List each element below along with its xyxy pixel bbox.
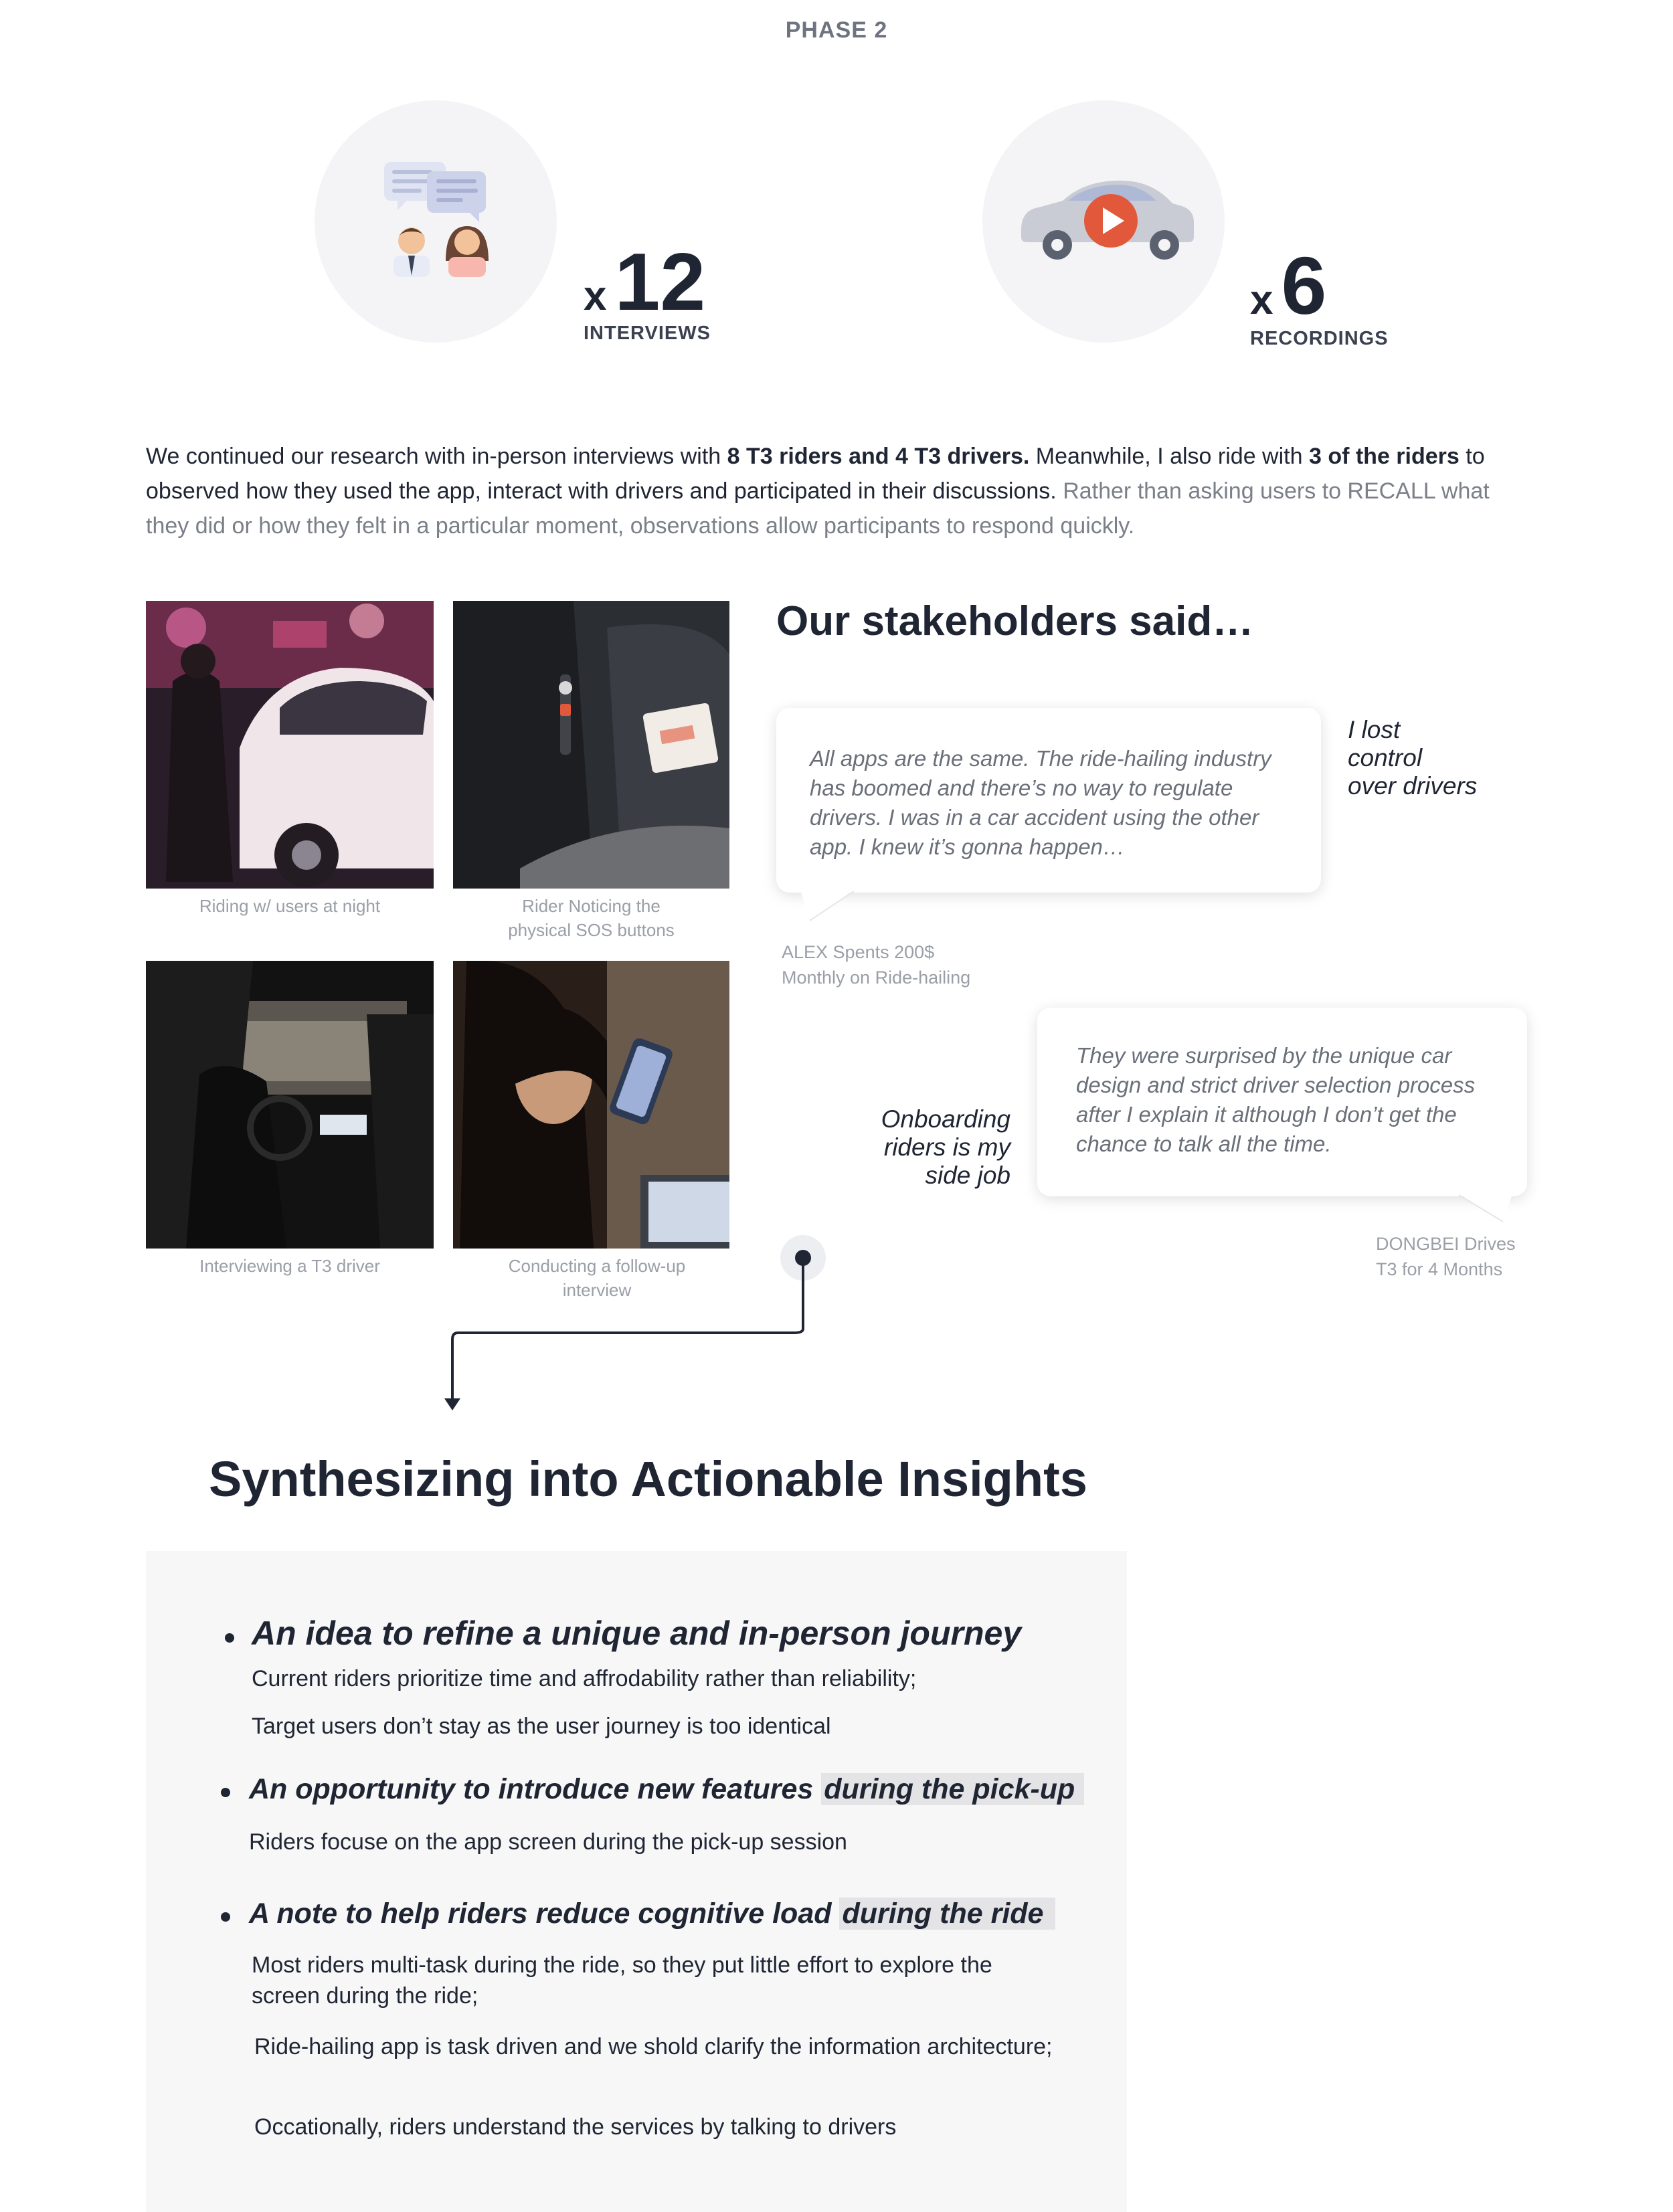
bullet-dot: [225, 1633, 234, 1643]
note-line: control: [1348, 744, 1423, 771]
note-line: Onboarding: [881, 1105, 1010, 1133]
recordings-icon-circle: [982, 100, 1225, 343]
recordings-label: RECORDINGS: [1250, 328, 1389, 349]
speech-tail-icon: [800, 890, 854, 923]
insight-line: Occationally, riders understand the services by talking to drivers: [254, 2114, 897, 2140]
quote-bubble: [776, 708, 1321, 893]
flow-arrow: [428, 1231, 830, 1416]
recordings-count: [1250, 240, 1327, 331]
bullet-dot: [221, 1912, 230, 1922]
speech-tail-icon: [1459, 1194, 1512, 1224]
photo-caption-line: interview: [562, 1280, 632, 1300]
attribution-line: ALEX Spents 200$: [782, 942, 935, 962]
insight-heading-highlight: during the pick-up: [821, 1773, 1084, 1805]
interviews-icon-circle: [315, 100, 557, 343]
interview-people-icon: [315, 100, 557, 343]
photo-caption: Riding w/ users at night: [199, 896, 381, 916]
photo-interviewing-driver: [146, 961, 434, 1249]
photo-caption-line: Conducting a follow-up: [508, 1256, 686, 1276]
photo-sos-buttons: [453, 601, 729, 889]
attribution-line: DONGBEI Drives: [1376, 1234, 1516, 1254]
photo-caption: Interviewing a T3 driver: [199, 1256, 380, 1276]
interviews-label: INTERVIEWS: [584, 322, 711, 344]
interviews-prefix: x: [584, 273, 607, 319]
quote-attribution: [1376, 1231, 1516, 1282]
insight-heading-text: An opportunity to introduce new features: [249, 1773, 822, 1805]
interviews-number: 12: [614, 236, 706, 327]
insight-line: Most riders multi-task during the ride, so they put little effort to explore the screen during the ride;: [252, 1952, 992, 2009]
attribution-line: Monthly on Ride-hailing: [782, 967, 971, 988]
intro-paragraph: [146, 439, 1538, 543]
intro-text-1: We continued our research with in-person interviews with: [146, 444, 727, 469]
quote-bubble: [1037, 1008, 1527, 1196]
insight-heading-text: A note to help riders reduce cognitive load: [249, 1898, 840, 1930]
photo-caption: [453, 894, 729, 942]
photo-caption-line: Rider Noticing the: [522, 896, 661, 916]
intro-bold-2: 3 of the riders: [1308, 444, 1460, 469]
note-line: riders is my: [883, 1133, 1010, 1161]
insight-heading: An idea to refine a unique and in-person journey: [252, 1615, 1022, 1652]
photo-caption-line: physical SOS buttons: [508, 920, 675, 940]
intro-text-2: Meanwhile, I also ride with: [1029, 444, 1309, 469]
intro-text-3: to observed how they used the app, interact with drivers and participated in their discussions.: [146, 444, 1485, 504]
phase-label: PHASE 2: [785, 17, 888, 43]
interviews-count: [584, 236, 706, 327]
quote-attribution: [782, 939, 970, 990]
intro-bold-1: 8 T3 riders and 4 T3 drivers.: [727, 444, 1030, 469]
quote-text: All apps are the same. The ride-hailing industry has boomed and there’s no way to regulate drivers. I was in a car accident using the other app. I knew it’s gonna happen…: [810, 746, 1271, 859]
insight-heading: [249, 1898, 1055, 1930]
bullet-dot: [221, 1788, 230, 1797]
insight-line: Current riders prioritize time and affrodability rather than reliability;: [252, 1666, 917, 1691]
intro-muted: Rather than asking users to RECALL what they did or how they felt in a particular moment, observations allow participants to respond quickly.: [146, 478, 1490, 539]
insight-heading: [249, 1773, 1084, 1806]
note-line: side job: [925, 1162, 1010, 1189]
stakeholders-title: Our stakeholders said…: [776, 598, 1254, 644]
photo-riding-at-night: [146, 601, 434, 889]
handwritten-note: [1348, 716, 1477, 800]
insight-line: Target users don’t stay as the user journey is too identical: [252, 1714, 831, 1739]
photo-followup-interview: [453, 961, 729, 1249]
handwritten-note: [843, 1105, 1010, 1190]
insight-heading-highlight: during the ride: [839, 1898, 1055, 1930]
recordings-prefix: x: [1250, 277, 1273, 323]
note-line: I lost: [1348, 716, 1401, 743]
insight-line: Riders focuse on the app screen during the pick-up session: [249, 1829, 847, 1855]
note-line: over drivers: [1348, 772, 1478, 800]
quote-text: They were surprised by the unique car design and strict driver selection process after I explain it although I don’t get the chance to talk all the time.: [1076, 1043, 1476, 1156]
attribution-line: T3 for 4 Months: [1376, 1259, 1503, 1279]
car-video-icon: [982, 100, 1225, 343]
insight-line: Ride-hailing app is task driven and we shold clarify the information architecture;: [254, 2034, 1053, 2059]
recordings-number: 6: [1281, 240, 1327, 331]
insights-title: Synthesizing into Actionable Insights: [209, 1451, 1087, 1507]
